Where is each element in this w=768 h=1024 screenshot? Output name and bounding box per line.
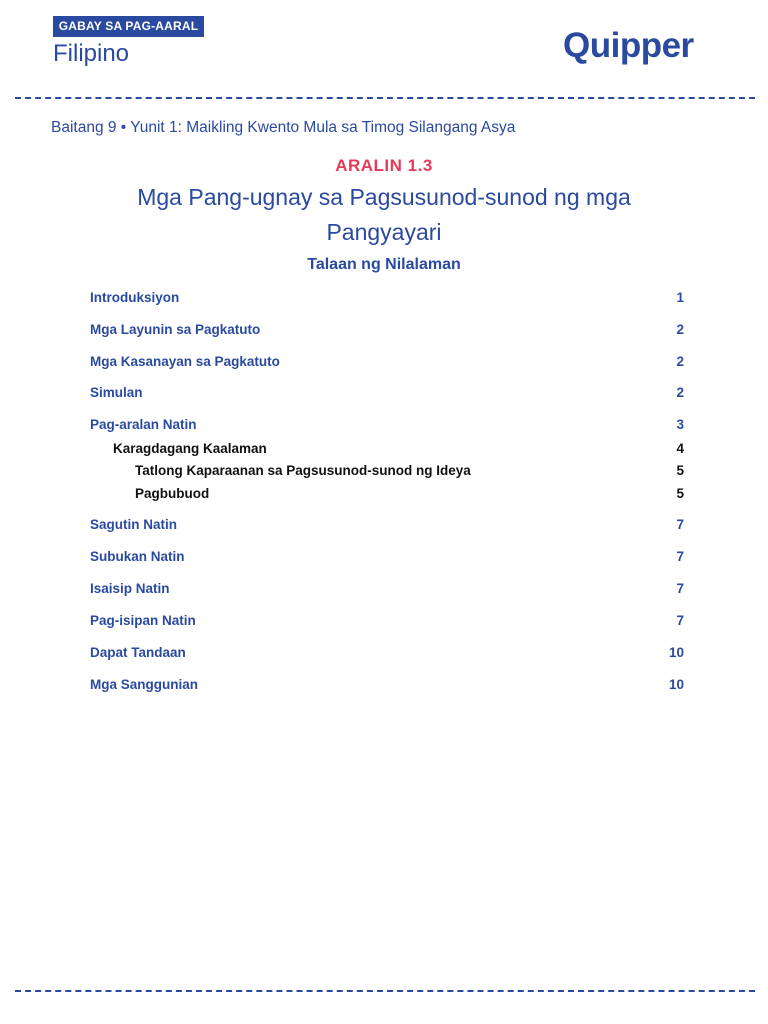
subject-title: Filipino xyxy=(53,40,130,67)
toc-item-page: 2 xyxy=(676,385,684,400)
toc-item[interactable] xyxy=(90,549,684,564)
toc-item[interactable] xyxy=(90,354,684,369)
lesson-label: ARALIN 1.3 xyxy=(335,156,433,175)
breadcrumb: Baitang 9 • Yunit 1: Maikling Kwento Mula sa Timog Silangang Asya xyxy=(51,119,516,136)
toc-item-label: Tatlong Kaparaanan sa Pagsusunod-sunod ng Ideya xyxy=(135,463,471,478)
toc-item-label: Introduksiyon xyxy=(90,290,180,305)
toc-item-label: Mga Sanggunian xyxy=(90,677,198,692)
toc-item-page: 7 xyxy=(676,549,684,564)
toc-item-label: Mga Kasanayan sa Pagkatuto xyxy=(90,354,280,369)
bottom-divider xyxy=(15,990,755,992)
top-divider xyxy=(15,97,755,99)
toc-item-page: 7 xyxy=(676,613,684,628)
toc-item-page: 4 xyxy=(676,441,684,456)
toc-item-label: Isaisip Natin xyxy=(90,581,170,596)
toc-item-label: Pag-isipan Natin xyxy=(90,613,196,628)
toc-item-page: 5 xyxy=(676,486,684,501)
toc-item-page: 1 xyxy=(676,290,684,305)
toc-item-page: 2 xyxy=(676,354,684,369)
toc-item-page: 7 xyxy=(676,517,684,532)
toc-item-label: Subukan Natin xyxy=(90,549,185,564)
toc-item-page: 7 xyxy=(676,581,684,596)
toc-item-page: 10 xyxy=(668,677,684,692)
toc-item-page: 2 xyxy=(676,322,684,337)
toc-item[interactable] xyxy=(90,322,684,337)
toc-title: Talaan ng Nilalaman xyxy=(307,256,461,273)
toc-item-label: Pag-aralan Natin xyxy=(90,417,197,432)
toc-item-label: Karagdagang Kaalaman xyxy=(113,441,267,456)
toc-item-label: Pagbubuod xyxy=(135,486,210,501)
toc-item-label: Mga Layunin sa Pagkatuto xyxy=(90,322,261,337)
toc-item-page: 3 xyxy=(676,417,684,432)
toc-item[interactable] xyxy=(90,613,684,628)
toc-subitem[interactable] xyxy=(90,486,684,501)
toc-item[interactable] xyxy=(90,517,684,532)
guide-badge: GABAY SA PAG-AARAL xyxy=(53,16,204,37)
toc-item-page: 5 xyxy=(676,463,684,478)
toc-item[interactable] xyxy=(90,645,684,660)
toc-item-page: 10 xyxy=(668,645,684,660)
toc-item[interactable] xyxy=(90,417,684,432)
toc-item[interactable] xyxy=(90,290,684,305)
toc-item[interactable] xyxy=(90,677,684,692)
toc-item-label: Dapat Tandaan xyxy=(90,645,186,660)
toc-item[interactable] xyxy=(90,581,684,596)
lesson-title: Mga Pang-ugnay sa Pagsusunod-sunod ng mga Pangyayari xyxy=(137,184,631,245)
toc-subitem[interactable] xyxy=(90,441,684,456)
toc-item-label: Simulan xyxy=(90,385,143,400)
brand-logo: Quipper xyxy=(563,26,694,65)
toc-subitem[interactable] xyxy=(90,463,684,478)
toc-item[interactable] xyxy=(90,385,684,400)
toc-item-label: Sagutin Natin xyxy=(90,517,177,532)
